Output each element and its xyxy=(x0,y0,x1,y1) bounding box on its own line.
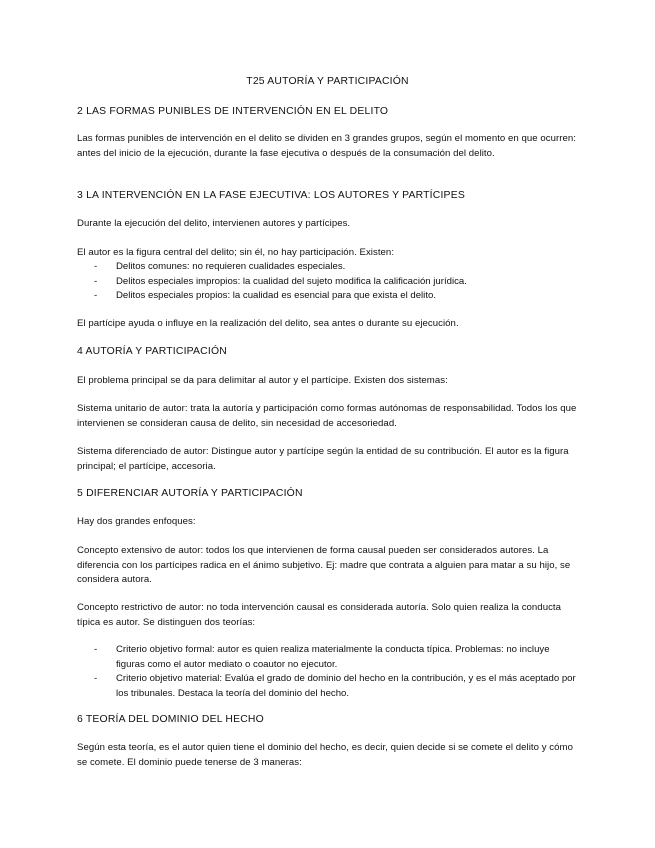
paragraph: Las formas punibles de intervención en el delito se dividen en 3 grandes grupos, según el momento en que ocurren: antes del inicio de la ejecución, durante la fase ejecutiva o después de la consumación del delito. xyxy=(77,133,576,159)
paragraph: Sistema unitario de autor: trata la autoría y participación como formas autónomas de responsabilidad. Todos los que intervienen se consideran causa de delito, sin necesidad de accesoriedad. xyxy=(77,403,577,429)
list-item: - Delitos comunes: no requieren cualidades especiales. xyxy=(77,260,577,275)
list-item: - Delitos especiales impropios: la cualidad del sujeto modifica la calificación jurídica. xyxy=(77,275,577,290)
paragraph: Concepto extensivo de autor: todos los que intervienen de forma causal pueden ser considerados autores. La diferencia con los partícipes radica en el ánimo subjetivo. Ej: madre que contrata a alguien para matar a su hijo, se considera autora. xyxy=(77,545,571,586)
list-item: - Criterio objetivo material: Evalúa el grado de dominio del hecho en la contribución, y es el más aceptado por los tribunales. Destaca la teoría del dominio del hecho. xyxy=(94,673,576,699)
section-heading-3: 3 LA INTERVENCIÓN EN LA FASE EJECUTIVA: LOS AUTORES Y PARTÍCIPES xyxy=(77,190,465,201)
list-dash: - xyxy=(94,261,98,272)
criterios-list xyxy=(77,643,577,701)
section-heading-2: 2 LAS FORMAS PUNIBLES DE INTERVENCIÓN EN EL DELITO xyxy=(77,106,389,117)
list-item: - Delitos especiales propios: la cualidad es esencial para que exista el delito. xyxy=(77,289,577,304)
paragraph: Concepto restrictivo de autor: no toda intervención causal es considerada autoría. Solo quien realiza la conducta típica es autor. Se distinguen dos teorías: xyxy=(77,602,562,628)
paragraph: Hay dos grandes enfoques: xyxy=(77,516,196,527)
section-heading-5: 5 DIFERENCIAR AUTORÍA Y PARTICIPACIÓN xyxy=(77,488,303,499)
paragraph: Durante la ejecución del delito, intervienen autores y partícipes. xyxy=(77,218,351,229)
section-heading-4: 4 AUTORÍA Y PARTICIPACIÓN xyxy=(77,346,227,357)
list-dash: - xyxy=(94,644,98,655)
paragraph: El problema principal se da para delimitar al autor y el partícipe. Existen dos sistemas: xyxy=(77,375,448,386)
list-dash: - xyxy=(94,275,98,287)
delitos-list xyxy=(77,260,577,304)
list-dash: - xyxy=(94,290,98,302)
section-heading-6: 6 TEORÍA DEL DOMINIO DEL HECHO xyxy=(77,714,264,725)
paragraph: Según esta teoría, es el autor quien tiene el dominio del hecho, es decir, quien decide si se comete el delito y cómo se comete. El dominio puede tenerse de 3 maneras: xyxy=(77,742,573,768)
paragraph: El partícipe ayuda o influye en la realización del delito, sea antes o durante su ejecución. xyxy=(77,318,459,329)
document-title: T25 AUTORÍA Y PARTICIPACIÓN xyxy=(246,76,409,87)
list-dash: - xyxy=(94,673,98,685)
paragraph: El autor es la figura central del delito; sin él, no hay participación. Existen: xyxy=(77,247,395,258)
list-item: - Criterio objetivo formal: autor es quien realiza materialmente la conducta típica. Problemas: no incluye figuras como el autor mediato o coautor no ejecutor. xyxy=(94,644,550,670)
paragraph: Sistema diferenciado de autor: Distingue autor y partícipe según la entidad de su contribución. El autor es la figura principal; el partícipe, accesoria. xyxy=(77,446,569,472)
